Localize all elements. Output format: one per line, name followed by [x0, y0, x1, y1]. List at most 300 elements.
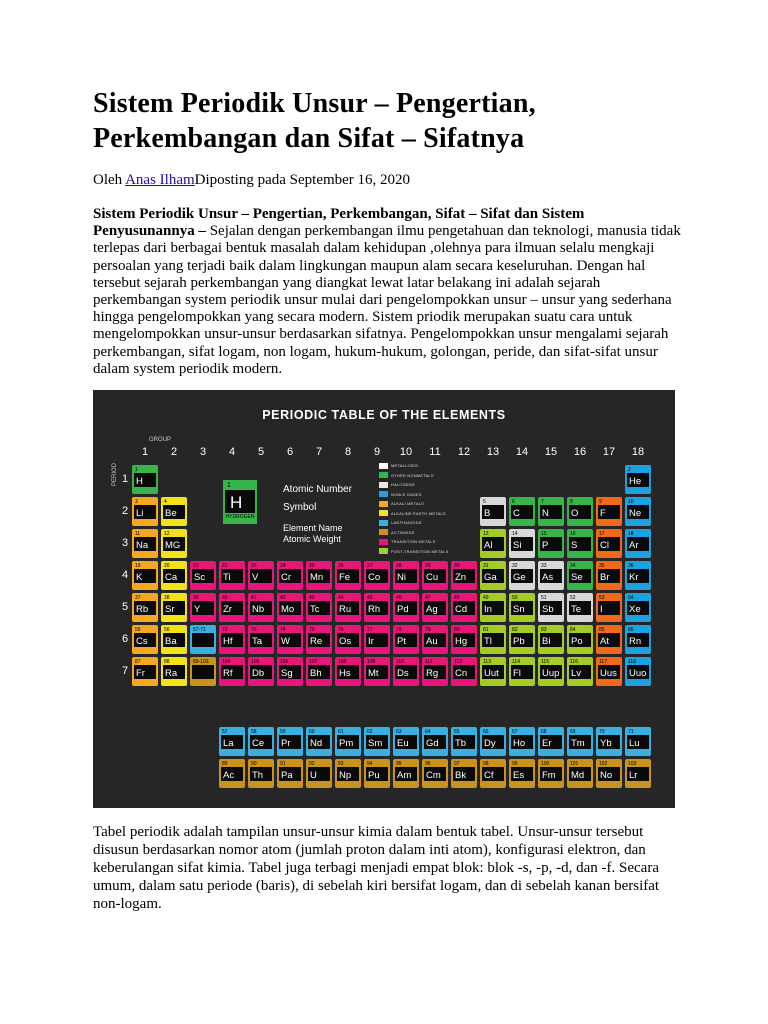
intro-bold: Sistem Periodik Unsur – Pengertian, Perkembangan, Sifat – Sifat dan Sistem Penyusunannya – [93, 206, 585, 240]
element-number: 109 [366, 659, 388, 665]
element-symbol: Zr [223, 604, 232, 615]
element-symbol: Uut [484, 668, 499, 679]
element-number: 44 [337, 595, 359, 601]
element-name-bar [395, 615, 417, 620]
period-number: 6 [121, 633, 129, 645]
element-number: 23 [250, 563, 272, 569]
element-symbol: Ru [339, 604, 352, 615]
element-name-bar [598, 647, 620, 652]
element-symbol: Sb [542, 604, 554, 615]
element-name-bar [134, 487, 156, 492]
element-number: 18 [627, 531, 649, 537]
element-cell [596, 657, 622, 686]
element-number: 108 [337, 659, 359, 665]
legend-label: ACTINOIDS [391, 529, 415, 535]
legend-label: LANTHANOIDS [391, 520, 422, 526]
element-number: 115 [540, 659, 562, 665]
element-name-bar [250, 781, 272, 786]
element-name-bar [627, 551, 649, 556]
legend-swatch [379, 482, 388, 488]
element-number: 62 [366, 729, 388, 735]
element-number: 2 [627, 467, 649, 473]
element-name-bar [163, 583, 185, 588]
element-name-bar [424, 749, 446, 754]
element-symbol: At [600, 636, 609, 647]
element-number: 101 [569, 761, 591, 767]
element-name-bar [569, 647, 591, 652]
element-cell [538, 561, 564, 590]
element-number: 50 [511, 595, 533, 601]
element-number: 13 [482, 531, 504, 537]
element-symbol: Bh [310, 668, 322, 679]
key-symbol: H [230, 493, 243, 512]
element-number: 117 [598, 659, 620, 665]
element-symbol: W [281, 636, 290, 647]
element-cell [393, 561, 419, 590]
element-name-bar [598, 551, 620, 556]
element-number: 27 [366, 563, 388, 569]
element-number: 103 [627, 761, 649, 767]
element-cell [161, 561, 187, 590]
element-name-bar [598, 749, 620, 754]
element-name-bar [482, 519, 504, 524]
group-number: 17 [602, 446, 616, 458]
period-number: 2 [121, 505, 129, 517]
element-cell [422, 657, 448, 686]
element-symbol: Cu [426, 572, 439, 583]
element-cell [509, 529, 535, 558]
element-symbol: Fl [513, 668, 521, 679]
element-number: 9 [598, 499, 620, 505]
element-cell [509, 727, 535, 756]
element-symbol: Br [600, 572, 610, 583]
element-symbol: Am [397, 770, 412, 781]
element-cell [277, 657, 303, 686]
element-name-bar [192, 583, 214, 588]
element-symbol: Ce [252, 738, 265, 749]
element-number: 51 [540, 595, 562, 601]
element-number: 37 [134, 595, 156, 601]
element-number: 24 [279, 563, 301, 569]
intro-paragraph [93, 206, 683, 378]
element-name-bar [192, 615, 214, 620]
element-number: 87 [134, 659, 156, 665]
element-name-bar [134, 679, 156, 684]
element-symbol: Tb [455, 738, 467, 749]
element-cell [277, 593, 303, 622]
element-number: 43 [308, 595, 330, 601]
element-symbol: Pb [513, 636, 525, 647]
element-cell [364, 561, 390, 590]
legend-swatch [379, 548, 388, 554]
element-name-bar [627, 781, 649, 786]
element-name-bar [598, 519, 620, 524]
element-cell [422, 625, 448, 654]
element-name-bar [569, 551, 591, 556]
legend-swatch [379, 510, 388, 516]
element-cell [132, 657, 158, 686]
periodic-table-image [93, 390, 675, 808]
element-symbol: Tl [484, 636, 492, 647]
element-number: 91 [279, 761, 301, 767]
element-name-bar [511, 647, 533, 652]
legend-swatch [379, 501, 388, 507]
element-name-bar [511, 749, 533, 754]
element-number: 38 [163, 595, 185, 601]
element-number: 32 [511, 563, 533, 569]
element-cell [277, 727, 303, 756]
group-number: 4 [228, 446, 236, 458]
element-cell [451, 561, 477, 590]
legend-item [379, 480, 469, 490]
group-number: 9 [373, 446, 381, 458]
element-cell [306, 561, 332, 590]
element-number: 34 [569, 563, 591, 569]
element-name-bar [627, 583, 649, 588]
element-symbol: Md [571, 770, 585, 781]
element-number: 46 [395, 595, 417, 601]
element-cell [306, 625, 332, 654]
element-number: 75 [308, 627, 330, 633]
element-symbol: Ta [252, 636, 263, 647]
element-symbol: Sg [281, 668, 293, 679]
element-number: 58 [250, 729, 272, 735]
element-symbol: La [223, 738, 234, 749]
element-name-bar [569, 583, 591, 588]
element-symbol: Mn [310, 572, 324, 583]
legend-item [379, 528, 469, 538]
element-cell [625, 497, 651, 526]
legend-swatch [379, 539, 388, 545]
element-cell [538, 759, 564, 788]
element-name-bar [598, 583, 620, 588]
element-name-bar [482, 749, 504, 754]
element-symbol: Lr [629, 770, 638, 781]
element-number: 68 [540, 729, 562, 735]
element-cell [132, 497, 158, 526]
element-symbol: C [513, 508, 520, 519]
group-label: GROUP [149, 437, 172, 443]
element-symbol: Tc [310, 604, 320, 615]
element-name-bar [627, 615, 649, 620]
legend-item [379, 490, 469, 500]
element-number: 16 [569, 531, 591, 537]
key-atomic-number-label: Atomic Number [283, 484, 352, 495]
legend-label: NOBLE GASES [391, 491, 422, 497]
period-number: 1 [121, 473, 129, 485]
element-name-bar [308, 679, 330, 684]
key-atomic-weight-label: Atomic Weight [283, 534, 341, 544]
legend-label: HALOGENS [391, 482, 415, 488]
element-name-bar [395, 781, 417, 786]
element-symbol: Rg [426, 668, 439, 679]
element-name-bar [453, 583, 475, 588]
element-symbol: Es [513, 770, 525, 781]
element-number: 60 [308, 729, 330, 735]
element-cell [393, 759, 419, 788]
element-name-bar [163, 519, 185, 524]
element-number: 113 [482, 659, 504, 665]
element-cell [567, 593, 593, 622]
element-cell [480, 497, 506, 526]
element-name-bar [366, 615, 388, 620]
element-name-bar [453, 781, 475, 786]
period-label: PERIOD [112, 462, 118, 486]
element-name-bar [250, 679, 272, 684]
element-cell [190, 593, 216, 622]
element-cell [596, 529, 622, 558]
element-name-bar [482, 781, 504, 786]
group-number: 15 [544, 446, 558, 458]
element-number: 5 [482, 499, 504, 505]
element-cell [248, 657, 274, 686]
element-name-bar [627, 679, 649, 684]
element-symbol: Nd [310, 738, 323, 749]
element-name-bar [598, 781, 620, 786]
element-number: 67 [511, 729, 533, 735]
element-cell [190, 657, 216, 686]
element-number: 104 [221, 659, 243, 665]
element-cell [219, 657, 245, 686]
element-symbol: Pu [368, 770, 380, 781]
author-link[interactable]: Anas Ilham [125, 172, 195, 188]
element-name-bar [337, 583, 359, 588]
element-number: 17 [598, 531, 620, 537]
element-cell [567, 529, 593, 558]
element-number: 97 [453, 761, 475, 767]
legend-label: ALKALINE EARTH METALS [391, 510, 446, 516]
element-symbol: Rf [223, 668, 233, 679]
legend-swatch [379, 529, 388, 535]
element-name-bar [192, 647, 214, 652]
element-name-bar [569, 679, 591, 684]
key-name: HYDROGEN [225, 514, 255, 520]
posted-date: Diposting pada September 16, 2020 [194, 172, 411, 188]
element-number: 53 [598, 595, 620, 601]
element-number: 79 [424, 627, 446, 633]
element-number: 112 [453, 659, 475, 665]
element-symbol: Ge [513, 572, 526, 583]
element-number: 77 [366, 627, 388, 633]
element-name-bar [308, 647, 330, 652]
element-number: 59 [279, 729, 301, 735]
element-name-bar [279, 615, 301, 620]
legend-item [379, 547, 469, 557]
group-number: 6 [286, 446, 294, 458]
element-name-bar [540, 781, 562, 786]
element-name-bar [569, 781, 591, 786]
element-symbol: As [542, 572, 554, 583]
element-name-bar [163, 615, 185, 620]
element-cell [248, 625, 274, 654]
element-cell [480, 561, 506, 590]
element-cell [625, 593, 651, 622]
element-symbol: Ti [223, 572, 231, 583]
group-number: 8 [344, 446, 352, 458]
element-symbol: Sm [368, 738, 383, 749]
legend-label: METALLOIDS [391, 463, 419, 469]
element-number: 73 [250, 627, 272, 633]
element-cell [219, 727, 245, 756]
element-number: 7 [540, 499, 562, 505]
element-number: 107 [308, 659, 330, 665]
element-symbol: F [600, 508, 606, 519]
element-symbol: Bi [542, 636, 551, 647]
element-number: 114 [511, 659, 533, 665]
element-symbol: Ra [165, 668, 178, 679]
element-symbol: Fm [542, 770, 556, 781]
element-number: 28 [395, 563, 417, 569]
element-name-bar [366, 647, 388, 652]
element-symbol: Rh [368, 604, 381, 615]
element-cell [596, 497, 622, 526]
element-cell [480, 625, 506, 654]
element-symbol: Fe [339, 572, 351, 583]
element-name-bar [395, 647, 417, 652]
element-symbol: N [542, 508, 549, 519]
element-symbol: Pr [281, 738, 291, 749]
element-name-bar [366, 781, 388, 786]
element-cell [219, 593, 245, 622]
element-symbol: Ir [368, 636, 374, 647]
element-name-bar [221, 647, 243, 652]
element-cell [364, 759, 390, 788]
intro-text: Sejalan dengan perkembangan ilmu pengetahuan dan teknologi, manusia tidak terlepas dari berbagai bentuk masalah dalam kehidupan ,olehnya para ilmuan selalu mengkaji persoalan yang terjadi baik dalam lingkungan maupun alam secara keseluruhan. Dengan hal tersebut sejarah perkembangan yang diangkat lewat latar belakang ini adalah sejarah perkembangan system periodik unsur mulai dari pengelompokkan unsur – unsur yang sederhana hingga pengelompokkan yang secara modern. Sistem priodik merupakan suatu cara untuk mengelompokkan unsur-unsur berdasarkan sifatnya. Pengelompokkan unsur mengalami sejarah perkembangan, sifat logam, non logam, hukum-hukum, golongan, peride, dan sifat-sifat unsur dalam system periodik modern. [93, 223, 681, 377]
element-name-bar [250, 749, 272, 754]
element-symbol: Hf [223, 636, 233, 647]
body-paragraph: Tabel periodik adalah tampilan unsur-unsur kimia dalam bentuk tabel. Unsur-unsur tersebut disusun berdasarkan nomor atom (jumlah proton dalam inti atom), konfigurasi elektron, dan keberulangan sifat kimia. Tabel juga terbagi menjadi empat blok: blok -s, -p, -d, dan -f. Secara umum, dalam satu periode (baris), di sebelah kiri bersifat logam, dan di sebelah kanan bersifat non-logam. [93, 824, 660, 912]
element-symbol: V [252, 572, 259, 583]
group-number: 3 [199, 446, 207, 458]
element-name-bar [482, 615, 504, 620]
element-number: 98 [482, 761, 504, 767]
element-cell [422, 759, 448, 788]
element-number: 83 [540, 627, 562, 633]
element-cell [567, 561, 593, 590]
element-cell [538, 657, 564, 686]
element-symbol: Os [339, 636, 352, 647]
element-cell [190, 561, 216, 590]
element-number: 89-103 [192, 659, 214, 665]
element-cell [538, 497, 564, 526]
element-cell [393, 727, 419, 756]
element-cell [248, 561, 274, 590]
element-name-bar [453, 647, 475, 652]
element-name-bar [540, 679, 562, 684]
element-symbol: Pm [339, 738, 354, 749]
element-cell [277, 625, 303, 654]
element-name-bar [395, 749, 417, 754]
element-name-bar [511, 679, 533, 684]
element-name-bar [424, 615, 446, 620]
element-name-bar [424, 647, 446, 652]
element-symbol: Xe [629, 604, 641, 615]
element-name-bar [134, 647, 156, 652]
element-cell [335, 759, 361, 788]
element-symbol: Np [339, 770, 352, 781]
element-name-bar [221, 679, 243, 684]
element-cell [248, 593, 274, 622]
element-name-bar [627, 749, 649, 754]
element-symbol: P [542, 540, 549, 551]
element-symbol: I [600, 604, 603, 615]
element-cell [596, 727, 622, 756]
element-number: 66 [482, 729, 504, 735]
element-cell [364, 593, 390, 622]
element-cell [538, 593, 564, 622]
element-symbol: Po [571, 636, 583, 647]
element-number: 89 [221, 761, 243, 767]
element-number: 55 [134, 627, 156, 633]
element-cell [451, 593, 477, 622]
element-cell [451, 657, 477, 686]
article-title: Sistem Periodik Unsur – Pengertian, Perkembangan dan Sifat – Sifatnya [93, 88, 536, 154]
element-number: 49 [482, 595, 504, 601]
legend-item [379, 509, 469, 519]
element-cell [190, 625, 216, 654]
element-symbol: Ag [426, 604, 438, 615]
element-name-bar [279, 749, 301, 754]
legend-swatch [379, 463, 388, 469]
element-number: 30 [453, 563, 475, 569]
element-name-bar [337, 749, 359, 754]
element-number: 31 [482, 563, 504, 569]
element-symbol: Cr [281, 572, 292, 583]
element-name-bar [366, 749, 388, 754]
element-number: 81 [482, 627, 504, 633]
element-symbol: Mt [368, 668, 379, 679]
group-number: 13 [486, 446, 500, 458]
element-symbol: Li [136, 508, 144, 519]
key-element-name-label: Element Name [283, 523, 343, 533]
element-name-bar [540, 615, 562, 620]
element-number: 74 [279, 627, 301, 633]
element-cell [364, 727, 390, 756]
element-number: 25 [308, 563, 330, 569]
period-number: 4 [121, 569, 129, 581]
element-number: 76 [337, 627, 359, 633]
element-number: 94 [366, 761, 388, 767]
element-symbol: Hg [455, 636, 468, 647]
element-number: 22 [221, 563, 243, 569]
element-cell [480, 593, 506, 622]
element-number: 47 [424, 595, 446, 601]
element-number: 72 [221, 627, 243, 633]
element-cell [161, 497, 187, 526]
element-symbol: Ds [397, 668, 409, 679]
element-name-bar [482, 679, 504, 684]
element-number: 48 [453, 595, 475, 601]
element-cell [132, 561, 158, 590]
element-cell [567, 625, 593, 654]
element-name-bar [279, 679, 301, 684]
element-number: 12 [163, 531, 185, 537]
element-number: 11 [134, 531, 156, 537]
element-cell [248, 727, 274, 756]
element-name-bar [627, 487, 649, 492]
element-symbol: Bk [455, 770, 467, 781]
element-symbol: Dy [484, 738, 496, 749]
element-symbol: S [571, 540, 578, 551]
period-number: 3 [121, 537, 129, 549]
key-symbol-label: Symbol [283, 502, 317, 513]
element-symbol: Rn [629, 636, 642, 647]
element-symbol: He [629, 476, 642, 487]
element-number: 111 [424, 659, 446, 665]
element-symbol: MG [165, 540, 181, 551]
element-number: 41 [250, 595, 272, 601]
element-number: 1 [134, 467, 156, 473]
